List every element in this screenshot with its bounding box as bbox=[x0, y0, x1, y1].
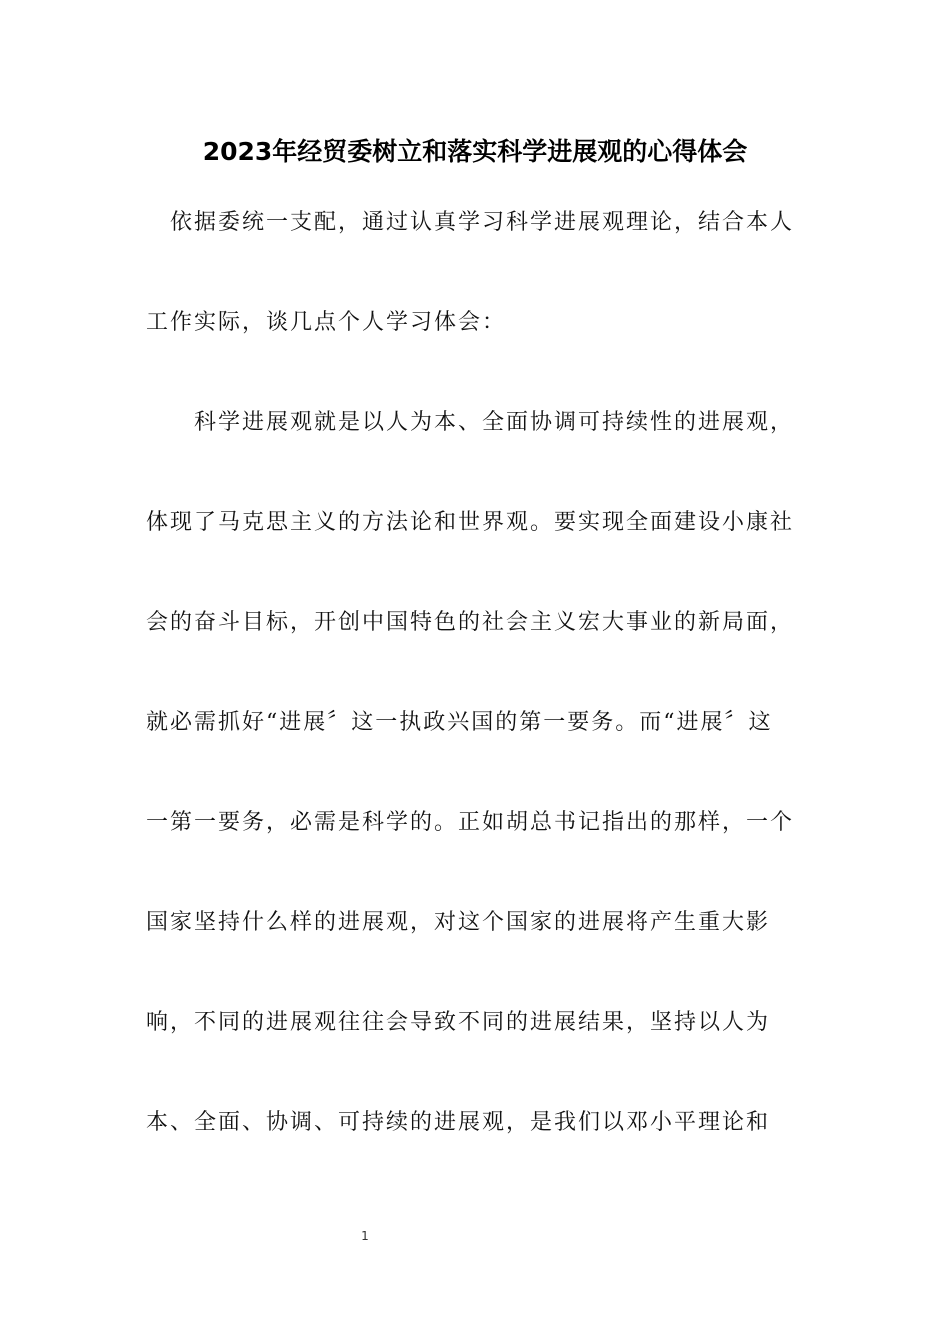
body-line: 响，不同的进展观往往会导致不同的进展结果，坚持以人为 bbox=[146, 1010, 771, 1035]
body-line: 依据委统一支配，通过认真学习科学进展观理论，结合本人 bbox=[146, 210, 795, 235]
body-line: 国家坚持什么样的进展观，对这个国家的进展将产生重大影 bbox=[146, 910, 771, 935]
body-line: 体现了马克思主义的方法论和世界观。要实现全面建设小康社 bbox=[146, 510, 795, 535]
body-line: 科学进展观就是以人为本、全面协调可持续性的进展观， bbox=[146, 410, 795, 435]
body-line: 工作实际，谈几点个人学习体会： bbox=[146, 310, 507, 335]
body-line: 一第一要务，必需是科学的。正如胡总书记指出的那样，一个 bbox=[146, 810, 795, 835]
body-line: 就必需抓好“进展〞这一执政兴国的第一要务。而“进展〞这 bbox=[146, 710, 773, 735]
body-line: 会的奋斗目标，开创中国特色的社会主义宏大事业的新局面， bbox=[146, 610, 795, 635]
document-title: 2023年经贸委树立和落实科学进展观的心得体会 bbox=[202, 137, 748, 166]
body-line: 本、全面、协调、可持续的进展观，是我们以邓小平理论和 bbox=[146, 1110, 771, 1135]
page-number: 1 bbox=[361, 1229, 369, 1243]
